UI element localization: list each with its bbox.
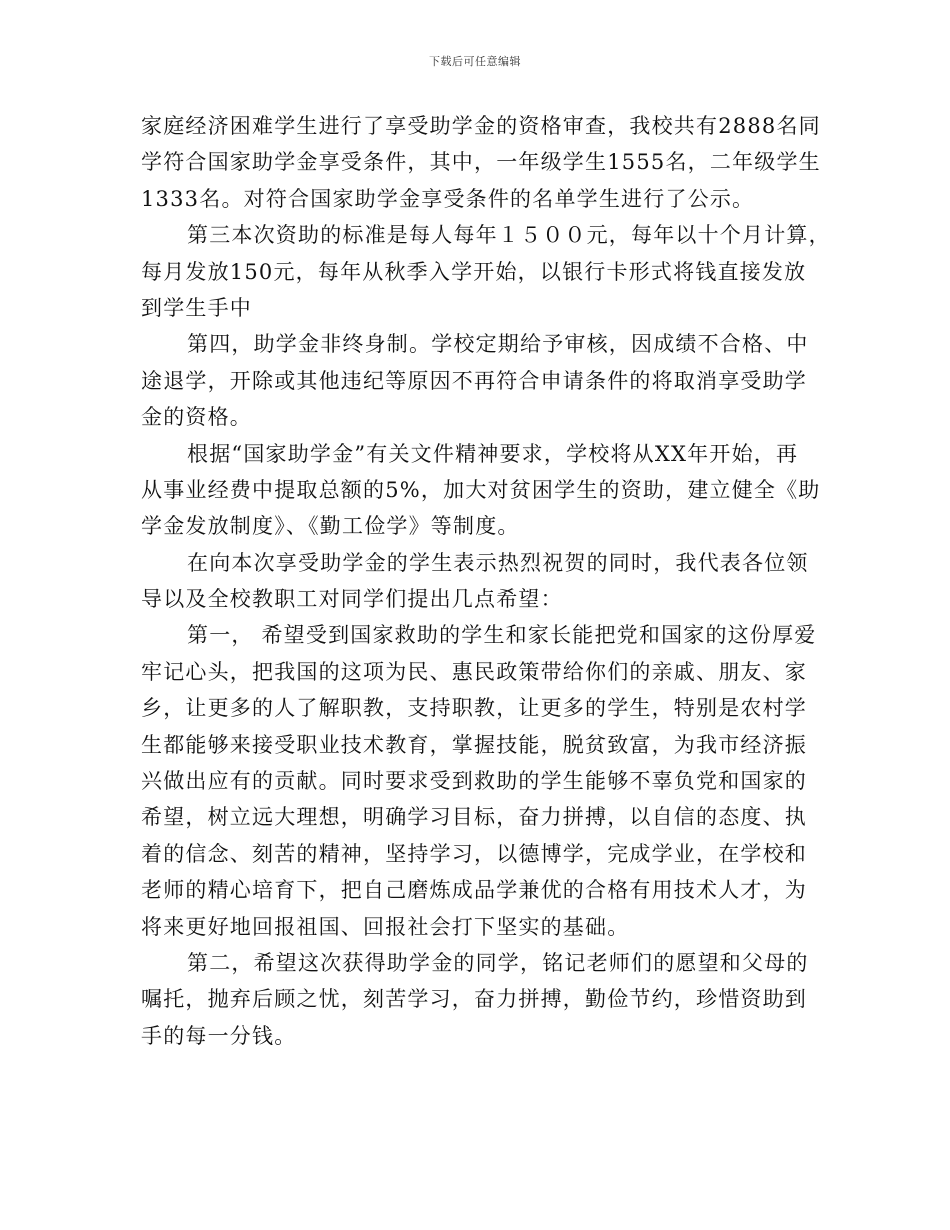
text-line: 金的资格。 [141, 405, 252, 430]
text-line: 将来更好地回报祖国、回报社会打下坚实的基础。 [141, 914, 630, 939]
paragraph-start-line: 第二，希望这次获得助学金的同学，铭记老师们的愿望和父母的 [187, 950, 809, 975]
paragraph-start-line: 第三本次资助的标准是每人每年１５００元，每年以十个月计算， [187, 223, 831, 248]
text-line: 学金发放制度》、《勤工俭学》等制度。 [141, 514, 520, 539]
text-line: 学符合国家助学金享受条件，其中，一年级学生1555名，二年级学生 [141, 150, 821, 175]
paragraph-start-line: 第一， 希望受到国家救助的学生和家长能把党和国家的这份厚爱 [187, 623, 817, 648]
text-line: 到学生手中 [141, 295, 252, 320]
text-line: 导以及全校教职工对同学们提出几点希望： [141, 587, 563, 612]
text-line: 老师的精心培育下，把自己磨炼成品学兼优的合格有用技术人才，为 [141, 878, 807, 903]
text-line: 乡，让更多的人了解职教，支持职教，让更多的学生，特别是农村学 [141, 696, 807, 721]
text-line: 途退学，开除或其他违纪等原因不再符合申请条件的将取消享受助学 [141, 368, 807, 393]
text-line: 从事业经费中提取总额的5%，加大对贫困学生的资助，建立健全《助 [141, 477, 821, 502]
paragraph-start-line: 在向本次享受助学金的学生表示热烈祝贺的同时，我代表各位领 [187, 550, 809, 575]
text-line: 生都能够来接受职业技术教育，掌握技能，脱贫致富，为我市经济振 [141, 732, 807, 757]
text-line: 每月发放150元，每年从秋季入学开始，以银行卡形式将钱直接发放 [141, 259, 807, 284]
paragraph-start-line: 根据“国家助学金”有关文件精神要求，学校将从XX年开始，再 [187, 441, 799, 466]
text-line: 着的信念、刻苦的精神，坚持学习，以德博学，完成学业，在学校和 [141, 841, 807, 866]
header-note: 下载后可任意编辑 [429, 55, 521, 68]
text-line: 牢记心头，把我国的这项为民、惠民政策带给你们的亲戚、朋友、家 [141, 659, 807, 684]
text-line: 兴做出应有的贡献。同时要求受到救助的学生能够不辜负党和国家的 [141, 769, 807, 794]
text-line: 希望，树立远大理想，明确学习目标，奋力拼搏，以自信的态度、执 [141, 805, 807, 830]
text-line: 手的每一分钱。 [141, 1023, 297, 1048]
paragraph-start-line: 第四，助学金非终身制。学校定期给予审核，因成绩不合格、中 [187, 332, 809, 357]
text-line: 嘱托，抛弃后顾之忧，刻苦学习，奋力拼搏，勤俭节约，珍惜资助到 [141, 987, 807, 1012]
text-line: 家庭经济困难学生进行了享受助学金的资格审查，我校共有2888名同 [141, 114, 821, 138]
document-body [141, 108, 831, 1054]
text-line: 1333名。对符合国家助学金享受条件的名单学生进行了公示。 [141, 186, 755, 211]
